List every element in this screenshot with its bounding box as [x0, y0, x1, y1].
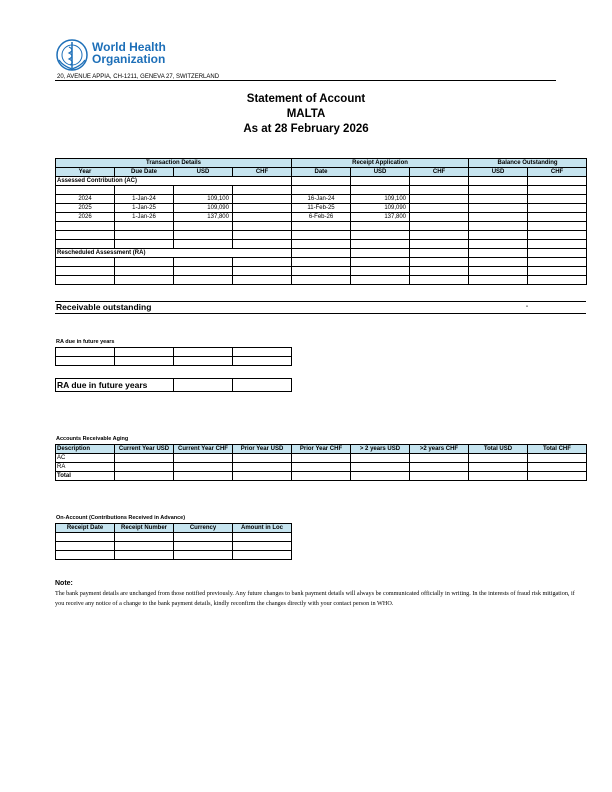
col-header: CHF: [233, 168, 292, 177]
aging-row-label: RA: [56, 463, 115, 472]
ac-section-label: Assessed Contribution (AC): [56, 177, 292, 186]
receivable-label: Receivable outstanding: [55, 302, 468, 314]
on-account-table: [55, 523, 292, 560]
col-header: USD: [174, 168, 233, 177]
statement-title: Statement of Account: [246, 93, 366, 105]
statement-title-block: [0, 92, 612, 137]
col-header: Due Date: [115, 168, 174, 177]
who-logo: [55, 38, 205, 72]
col-header: Receipt Number: [115, 524, 174, 533]
col-header: Total CHF: [528, 445, 587, 454]
receipt-date-cell: 11-Feb-25: [292, 204, 351, 213]
on-account-title: On-Account (Contributions Received in Advance): [56, 515, 186, 521]
col-header: > 2 years USD: [351, 445, 410, 454]
table-row: [56, 204, 587, 213]
col-header: Date: [292, 168, 351, 177]
table-row: [56, 463, 587, 472]
receipt-usd-cell: 137,800: [351, 213, 410, 222]
org-name-line2: Organization: [92, 52, 166, 66]
col-header: USD: [351, 168, 410, 177]
col-header: >2 years CHF: [410, 445, 469, 454]
table-row: [56, 454, 587, 463]
receipt-usd-cell: 109,100: [351, 195, 410, 204]
receipt-date-cell: 6-Feb-26: [292, 213, 351, 222]
country-name: MALTA: [286, 108, 326, 120]
col-header: Prior Year USD: [233, 445, 292, 454]
col-header: CHF: [528, 168, 587, 177]
note-text: The bank payment details are unchanged from those notified previously. Any future changes to bank payment details will always be communicated officially in writing. In the interests of fraud risk mitigation, if you receive any notice of a change to the bank payment details, kindly reconfirm the changes directly with your contact person in WHO.: [55, 590, 575, 607]
col-header: Amount in Loc: [233, 524, 292, 533]
receipt-date-cell: 16-Jan-24: [292, 195, 351, 204]
col-header: Prior Year CHF: [292, 445, 351, 454]
due-date-cell: 1-Jan-24: [115, 195, 174, 204]
receivable-outstanding-row: [55, 301, 586, 314]
group-header-transaction: Transaction Details: [56, 159, 292, 168]
ra-section-label: Rescheduled Assessment (RA): [56, 249, 292, 258]
divider: [55, 80, 556, 81]
note-heading: Note:: [55, 580, 73, 587]
ra-future-table: [55, 347, 292, 366]
receivable-value: -: [468, 302, 586, 314]
due-date-cell: 1-Jan-25: [115, 204, 174, 213]
address: 20, AVENUE APPIA, CH-1211, GENEVA 27, SWITZERLAND: [57, 74, 220, 80]
statement-table: [55, 158, 587, 285]
year-cell: 2024: [56, 195, 115, 204]
group-header-receipt: Receipt Application: [292, 159, 469, 168]
col-header: Current Year CHF: [174, 445, 233, 454]
col-header: Year: [56, 168, 115, 177]
table-row: [56, 213, 587, 222]
aging-row-label: AC: [56, 454, 115, 463]
aging-row-label: Total: [56, 472, 115, 481]
table-row: [56, 195, 587, 204]
col-header: Total USD: [469, 445, 528, 454]
who-emblem-icon: [55, 38, 89, 72]
ra-future-label: RA due in future years: [56, 339, 115, 345]
col-header: Receipt Date: [56, 524, 115, 533]
col-header: USD: [469, 168, 528, 177]
usd-cell: 109,090: [174, 204, 233, 213]
col-header: Current Year USD: [115, 445, 174, 454]
ra-future-total-label: RA due in future years: [56, 379, 174, 392]
year-cell: 2025: [56, 204, 115, 213]
col-header: CHF: [410, 168, 469, 177]
group-header-balance: Balance Outstanding: [469, 159, 587, 168]
receipt-usd-cell: 109,090: [351, 204, 410, 213]
ra-future-total: [55, 378, 292, 392]
aging-title: Accounts Receivable Aging: [56, 436, 129, 442]
year-cell: 2026: [56, 213, 115, 222]
as-at-date: As at 28 February 2026: [243, 123, 369, 135]
aging-table: [55, 444, 587, 481]
due-date-cell: 1-Jan-26: [115, 213, 174, 222]
col-header: Description: [56, 445, 115, 454]
org-name-line1: World Health: [92, 40, 166, 54]
usd-cell: 137,800: [174, 213, 233, 222]
col-header: Currency: [174, 524, 233, 533]
table-row: [56, 472, 587, 481]
usd-cell: 109,100: [174, 195, 233, 204]
